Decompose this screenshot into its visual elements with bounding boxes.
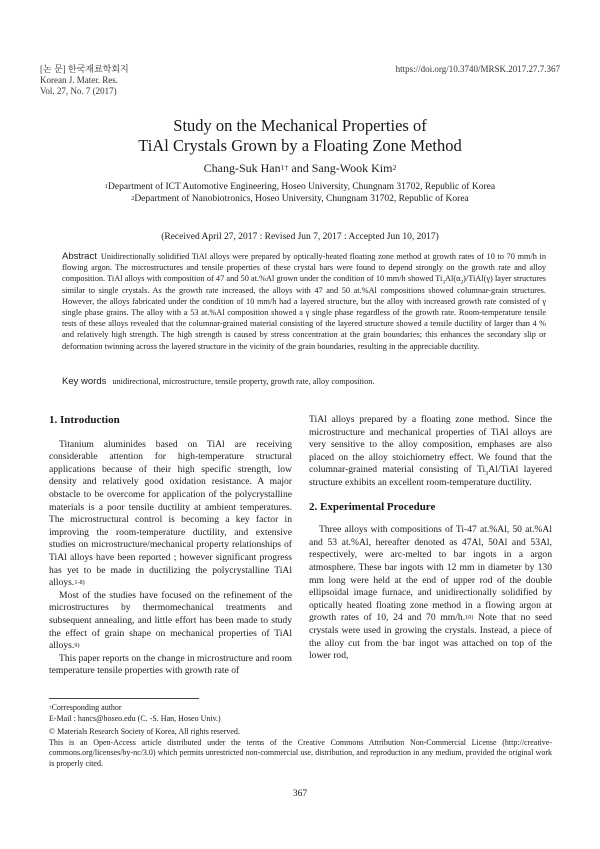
corresponding-author-line (49, 703, 552, 714)
corresponding-email: E-Mail : hancs@hoseo.edu (C. -S. Han, Hoseo Univ.) (49, 713, 221, 723)
abstract-text-2: Al(α (445, 274, 461, 284)
abstract-text-3: )/TiAl(γ) layer structures similar to single crystals. As the growth rate increased, the alloys with 47 and 50 at.%Al compositions showed columnar-grain structures. However, the alloys fabricated under the condition of 10 mm/h had a layered structure, but the alloy with increased growth rate consisted of γ single phase grains. The alloy with a 53 at.%Al composition showed a γ single phase regardless of the growth rate. Room-temperature tensile tests of these alloys revealed that the columnar-grained material consisting of the layered structure showed a tensile ductility of larger than 4 % and relatively high strength. The high strength is caused by stress concentration at the grain boundaries; this enhances the secondary slip or deformation twinning across the layered structure in the vicinity of the grain boundaries, resulting in the appreciable ductility. (62, 274, 546, 351)
right-column (309, 414, 552, 663)
affiliation-2-text: Department of Nanobiotronics, Hoseo University, Chungnam 31702, Republic of Korea (134, 194, 469, 204)
author-1: Chang-Suk Han (203, 161, 281, 175)
dagger-marker: † (49, 704, 52, 711)
corresponding-author-label: Corresponding author (51, 703, 122, 712)
keywords-label: Key words (62, 376, 107, 387)
journal-volume: Vol. 27, No. 7 (2017) (40, 86, 117, 96)
keywords-text: unidirectional, microstructure, tensile property, growth rate, alloy composition. (112, 377, 375, 386)
copyright-line: © Materials Research Society of Korea, All rights reserved. (49, 727, 240, 736)
abstract-text-1: Unidirectionally solidified TiAl alloys were prepared by optically-heated floating zone method at growth rates of 10 to 70 mm/h in flowing argon. The microstructures and tensile properties of these crystal bars were found to depend strongly on the growth rate and alloy composition. TiAl alloys with composition of 47 and 50 at.%Al grown under the condition of 10 mm/h showed Ti (62, 252, 546, 284)
keywords (62, 376, 546, 387)
footnote-divider (49, 698, 199, 699)
journal-header (40, 64, 129, 97)
received-dates: (Received April 27, 2017 : Revised Jun 7, 2017 : Accepted Jun 10, 2017) (161, 232, 439, 242)
exp-p1-text-a: Three alloys with compositions of Ti-47 at.%Al, 50 at.%Al and 53 at.%Al, hereafter denoted as 47Al, 50Al and 53Al, respectively, were arc-melted to bar ingots in a argon atmosphere. These bar ingots with 12 mm in diameter by 130 mm long were held at the end of upper rod of the double ellipsoidal image furnace, and unidirectionally solidified by optically heated floating zone method in a flowing argon at growth rates of 10, 24 and 70 mm/h. (309, 524, 552, 624)
section-heading-experimental: 2. Experimental Procedure (309, 500, 436, 513)
author-2: Sang-Wook Kim (311, 161, 393, 175)
page-number: 367 (292, 789, 308, 799)
experimental-paragraph-1 (309, 524, 552, 663)
affiliation-1 (40, 181, 560, 193)
affiliation-1-marker: 1 (104, 183, 108, 190)
affiliation-1-text: Department of ICT Automotive Engineering, Hoseo University, Chungnam 31702, Republic of Korea (108, 182, 496, 192)
citation-marker: 9) (74, 641, 80, 649)
intro-paragraph-3: This paper reports on the change in microstructure and room temperature tensile properties with growth rate of (49, 652, 292, 677)
author-2-marker: 2 (392, 163, 397, 173)
license-footnote (49, 727, 552, 769)
license-text: This is an Open-Access article distributed under the terms of the Creative Commons Attribution Non-Commercial License (http://creative-commons.org/licenses/by-nc/3.0) which permits unrestricted non-commercial use, distribution, and reproduction in any medium, provided the original work is properly cited. (49, 737, 552, 768)
citation-marker: 1-8) (74, 578, 85, 586)
abstract (62, 251, 546, 352)
left-column (49, 414, 292, 678)
intro-paragraph-2 (49, 590, 292, 653)
intro-p1-text: Titanium aluminides based on TiAl are receiving considerable attention for high-temperature structural applications because of their high specific strength, low density and relatively good oxidation resistance. A major obstacle to be overcome for application of the polycrystalline materials is a poor tensile ductility at ambient temperatures. The microstructural control is becoming a key factor in improving the room-temperature ductility, and extensive studies on microstructure/mechanical property relationships of TiAl alloys have been reported ; however significant progress has yet to be made in ductilizing the polycrystalline TiAl alloys. (49, 438, 292, 589)
section-heading-introduction: 1. Introduction (49, 414, 120, 426)
affiliation-2-marker: 2 (131, 195, 135, 202)
abstract-sub-1: 3 (442, 280, 446, 287)
doi-link[interactable]: https://doi.org/10.3740/MRSK.2017.27.7.367 (395, 64, 560, 74)
author-conj: and (288, 161, 312, 175)
exp-p1-text-b: Note that no seed crystals were used in growing the crystals. Instead, a piece of the alloy cut from the bar ingot was attached on top of the lower rod, (309, 612, 552, 662)
intro-p4-text-b: Al/TiAl layered structure exhibits an excellent room-temperature ductility. (309, 464, 553, 488)
intro-paragraph-1 (49, 439, 292, 590)
journal-korean-name: [논 문] 한국재료학회지 (40, 64, 129, 74)
affiliation-2 (40, 193, 560, 205)
intro-paragraph-3-continued (309, 414, 552, 490)
title-line-2: TiAl Crystals Grown by a Floating Zone Method (138, 136, 462, 155)
author-list (40, 161, 560, 175)
journal-abbrev: Korean J. Mater. Res. (40, 75, 118, 85)
abstract-label: Abstract (62, 251, 97, 262)
intro-p4-sub: 3 (485, 470, 489, 478)
corresponding-author-footnote (49, 703, 552, 724)
title-line-1: Study on the Mechanical Properties of (173, 116, 427, 135)
intro-p2-text: Most of the studies have focused on the refinement of the microstructures by thermomechanical treatments and subsequent annealing, and little effort has been made to study the effect of grain shape on mechanical properties of TiAl alloys. (49, 589, 292, 652)
intro-p4-text-a: TiAl alloys prepared by a floating zone method. Since the microstructure and mechanical properties of TiAl alloys are very sensitive to the alloy composition, emphases are also placed on the alloy stoichiometry effect. We found that the columnar-grained material consisting of Ti (309, 414, 552, 476)
affiliations (40, 181, 560, 205)
author-1-marker: 1† (280, 163, 289, 173)
paper-title (40, 116, 560, 156)
citation-marker: 10) (465, 614, 474, 622)
abstract-sub-2: 2 (460, 280, 464, 287)
